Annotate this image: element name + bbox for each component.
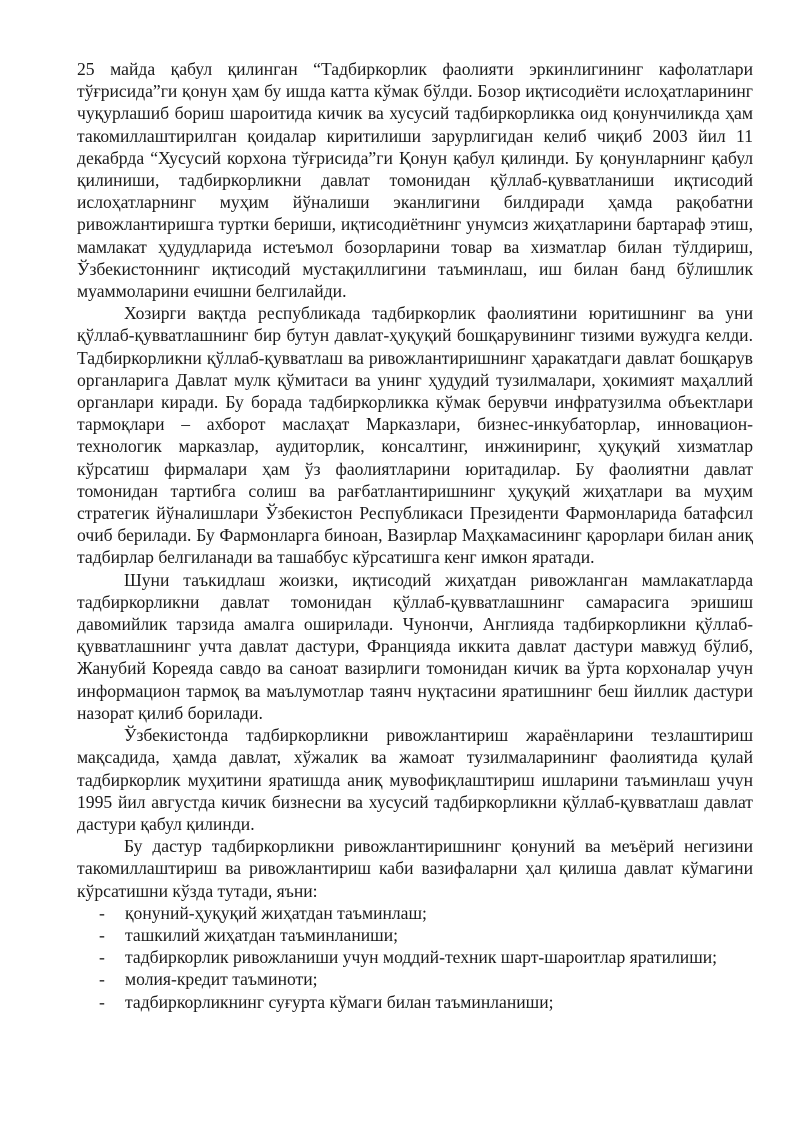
document-page	[77, 58, 753, 1013]
list-item-text: ташкилий жиҳатдан таъминланиши;	[125, 924, 399, 945]
list-item	[77, 902, 753, 924]
paragraph-4: Ўзбекистонда тадбиркорликни ривожлантириш жараёнларини тезлаштириш мақсадида, ҳамда давлат, хўжалик ва жамоат тузилмаларининг фаолиятида қулай тадбиркорлик муҳитини яратишда аниқ мувофиқлаштириш ишларини таъминлаш учун 1995 йил августда кичик бизнесни ва хусусий тадбиркорликни қўллаб-қувватлаш давлат дастури қабул қилинди.	[77, 725, 753, 834]
list-item-text: молия-кредит таъминоти;	[125, 969, 318, 990]
list-marker: -	[99, 902, 105, 923]
paragraph-2: Хозирги вақтда республикада тадбиркорлик фаолиятини юритишнинг ва уни қўллаб-қувватлашнинг бир бутун давлат-ҳуқуқий бошқарувининг тизими вужудга келди. Тадбиркорликни қўллаб-қувватлаш ва ривожлантиришнинг ҳаракатдаги давлат бошқарув органларига Давлат мулк қўмитаси ва унинг ҳудудий тузилмалари, ҳокимият маҳаллий органлари киради. Бу борада тадбиркорликка кўмак берувчи инфратузилма объектлари тармоқлари – ахборот маслаҳат Марказлари, бизнес-инкубаторлар, инновацион-технологик марказлар, аудиторлик, консалтинг, инжиниринг, ҳуқуқий хизматлар кўрсатиш фирмалари ҳам ўз фаолиятларини юритадилар. Бу фаолиятни давлат томонидан тартибга солиш ва рағбатлантиришнинг ҳуқуқий жиҳатлари ва муҳим стратегик йўналишлари Ўзбекистон Республикаси Президенти Фармонларида батафсил очиб берилади. Бу Фармонларга биноан, Вазирлар Маҳкамасининг қарорлари билан аниқ тадбирлар белгиланади ва ташаббус кўрсатишга кенг имкон яратади.	[77, 303, 753, 568]
list-item-text: тадбиркорликнинг суғурта кўмаги билан таъминланиши;	[125, 991, 554, 1012]
list-item	[77, 946, 753, 968]
list-item-text: тадбиркорлик ривожланиши учун моддий-техник шарт-шароитлар яратилиши;	[125, 947, 718, 968]
list-marker: -	[99, 969, 105, 990]
list-marker: -	[99, 924, 105, 945]
paragraph-5: Бу дастур тадбиркорликни ривожлантиришнинг қонуний ва меъёрий негизини такомиллаштириш ва ривожлантириш каби вазифаларни ҳал қилиша давлат кўмагини кўрсатишни кўзда тутади, яъни:	[77, 836, 753, 901]
paragraph-3: Шуни таъкидлаш жоизки, иқтисодий жиҳатдан ривожланган мамлакатларда тадбиркорликни давлат томонидан қўллаб-қувватлашнинг самарасига эришиш давомийлик тарзида амалга оширилади. Чунончи, Англияда тадбиркорликни қўллаб-қувватлашнинг учта давлат дастури, Францияда иккита давлат дастури мавжуд бўлиб, Жанубий Кореяда савдо ва саноат вазирлиги томонидан кичик ва ўрта корхоналар учун информацион тармоқ ва маълумотлар таянч нуқтасини яратишнинг беш йиллик дастури назорат қилиб борилади.	[77, 569, 753, 723]
list-marker: -	[99, 947, 105, 968]
paragraph-1: 25 майда қабул қилинган “Тадбиркорлик фаолияти эркинлигининг кафолатлари тўғрисида”ги қонун ҳам бу ишда катта кўмак бўлди. Бозор иқтисодиёти ислоҳатларининг чуқурлашиб бориш шароитида кичик ва хусусий тадбиркорликка оид қонунчиликда ҳам такомиллаштирилган қоидалар киритилиши зарурлигидан келиб чиқиб 2003 йил 11 декабрда “Хусусий корхона тўғрисида”ги Қонун қабул қилинди. Бу қонунларнинг қабул қилиниши, тадбиркорликни давлат томонидан қўллаб-қувватланиши иқтисодий ислоҳатларнинг муҳим йўналиши эканлигини билдиради ҳамда рақобатни ривожлантиришга туртки бериши, иқтисодиётнинг унумсиз жиҳатларини бартараф этиш, мамлакат ҳудудларида истеъмол бозорларини товар ва хизматлар билан тўлдириш, Ўзбекистоннинг иқтисодий мустақиллигини таъминлаш, иш билан банд бўлишлик муаммоларини ечишни белгилайди.	[77, 59, 753, 302]
list-item	[77, 991, 753, 1013]
list-item	[77, 924, 753, 946]
list-item	[77, 968, 753, 990]
list-item-text: қонуний-ҳуқуқий жиҳатдан таъминлаш;	[125, 902, 427, 923]
support-list	[77, 902, 753, 1013]
list-marker: -	[99, 991, 105, 1012]
